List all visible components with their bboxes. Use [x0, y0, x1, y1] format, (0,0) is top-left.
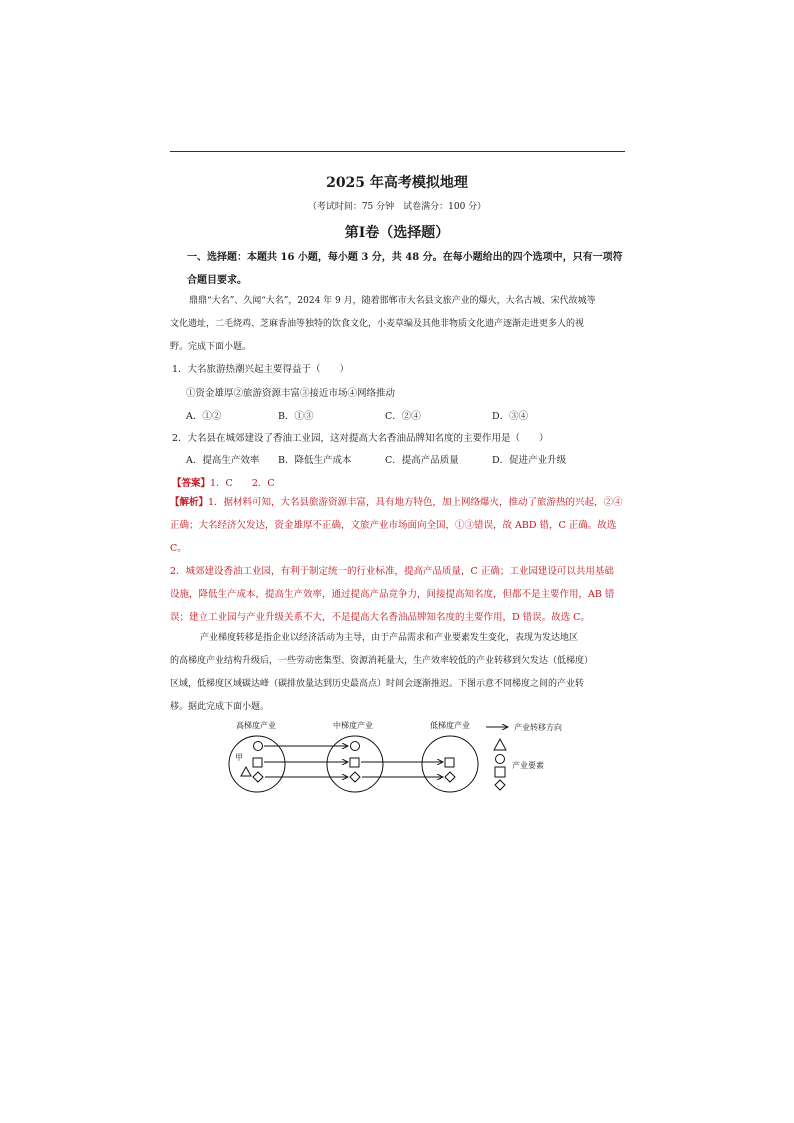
diamond-element-icon — [445, 772, 455, 782]
passage-1 — [170, 290, 625, 359]
analysis-block — [170, 491, 625, 629]
low-gradient-label: 低梯度产业 — [430, 721, 470, 730]
jia-label: 甲 — [235, 753, 243, 762]
answer-line — [172, 475, 275, 489]
legend-arrow-label: 产业转移方向 — [514, 723, 562, 732]
passage-line: 产业梯度转移是指企业以经济活动为主导，由于产品需求和产业要素发生变化，表现为发达地区 — [200, 633, 579, 643]
diamond-element-icon — [253, 772, 263, 782]
high-gradient-label: 高梯度产业 — [236, 721, 276, 730]
analysis-line: 2．城郊建设香油工业园，有利于制定统一的行业标准，提高产品质量，C 正确；工业园建设可以共用基础 — [170, 566, 614, 577]
triangle-element-icon — [241, 767, 251, 776]
low-gradient-circle — [422, 736, 478, 792]
legend-square-icon — [495, 767, 505, 777]
question-2-option-b[interactable]: B．降低生产成本 — [278, 455, 352, 466]
square-element-icon — [445, 758, 454, 767]
passage-line: 移。据此完成下面小题。 — [170, 702, 270, 712]
section-heading-line: 合题目要求。 — [187, 275, 247, 286]
analysis-line — [170, 491, 625, 514]
analysis-label: 【解析】 — [170, 497, 209, 508]
passage-line: 野。完成下面小题。 — [170, 342, 252, 352]
diamond-element-icon — [350, 772, 360, 782]
answer-text: 1．C 2．C — [210, 478, 275, 489]
circle-element-icon — [351, 742, 360, 751]
exam-info: （考试时间：75 分钟 试卷满分：100 分） — [307, 202, 487, 212]
question-1-option-a[interactable]: A．①② — [186, 411, 222, 422]
question-1-stem: 1．大名旅游热潮兴起主要得益于（ ） — [172, 364, 350, 375]
square-element-icon — [253, 758, 262, 767]
answer-label: 【答案】 — [172, 478, 211, 489]
passage-line: 鼎鼎“大名”、久闻“大名”，2024 年 9 月，随着邯郸市大名县文旅产业的爆火，大名古城、宋代故城等 — [189, 296, 596, 306]
analysis-text: 1．据材料可知，大名县旅游资源丰富，具有地方特色，加上网络爆火，推动了旅游热的兴起，②④ — [208, 497, 623, 508]
question-1-factors: ①资金雄厚②旅游资源丰富③接近市场④网络推动 — [186, 388, 396, 399]
circle-element-icon — [254, 742, 263, 751]
analysis-line: 正确；大名经济欠发达，资金雄厚不正确，文旅产业市场面向全国，①③错误，故 ABD 错，C 正确。故选 — [170, 520, 617, 531]
volume-title: 第Ⅰ卷（选择题） — [344, 225, 450, 241]
passage-line: 区域，低梯度区域碳达峰（碳排放量达到历史最高点）时间会逐渐推迟。下图示意不同梯度之间的产业转 — [170, 679, 585, 689]
diagram-graphics — [228, 718, 568, 798]
legend-diamond-icon — [495, 780, 505, 790]
question-1-option-b[interactable]: B．①③ — [278, 411, 314, 422]
mid-gradient-circle — [327, 736, 383, 792]
analysis-line: C。 — [170, 543, 187, 554]
passage-line: 文化遗址，二毛烧鸡、芝麻香油等独特的饮食文化，小麦草编及其他非物质文化遗产逐渐走进更多人的视 — [170, 319, 585, 329]
question-2-option-c[interactable]: C．提高产品质量 — [385, 455, 459, 466]
analysis-line: 误；建立工业园与产业升级关系不大，不是提高大名香油品牌知名度的主要作用，D 错误。故选 C。 — [170, 612, 590, 623]
question-2-stem: 2．大名县在城郊建设了香油工业园，这对提高大名香油品牌知名度的主要作用是（ ） — [172, 433, 549, 444]
mid-gradient-label: 中梯度产业 — [333, 721, 373, 730]
page-title: 2025 年高考模拟地理 — [326, 175, 468, 191]
passage-2 — [170, 627, 625, 719]
question-2-option-a[interactable]: A．提高生产效率 — [186, 455, 260, 466]
analysis-line: 设施，降低生产成本，提高生产效率，通过提高产品竞争力，间接提高知名度，但都不是主要作用，AB 错 — [170, 589, 615, 600]
question-1-option-d[interactable]: D．③④ — [492, 411, 529, 422]
section-heading — [170, 246, 625, 292]
top-rule — [170, 151, 625, 152]
legend-circle-icon — [496, 755, 505, 764]
square-element-icon — [350, 758, 359, 767]
industry-transfer-diagram — [228, 718, 568, 798]
section-heading-line: 一、选择题：本题共 16 小题，每小题 3 分，共 48 分。在每小题给出的四个选项中，只有一项符 — [187, 252, 623, 263]
legend-triangle-icon — [494, 739, 506, 750]
legend-elements-label: 产业要素 — [512, 761, 544, 770]
high-gradient-circle — [229, 736, 285, 792]
passage-line: 的高梯度产业结构升级后，一些劳动密集型、资源消耗量大，生产效率较低的产业转移到欠发达（低梯度） — [170, 656, 594, 666]
question-1-option-c[interactable]: C．②④ — [385, 411, 421, 422]
question-2-option-d[interactable]: D．促进产业升级 — [492, 455, 567, 466]
